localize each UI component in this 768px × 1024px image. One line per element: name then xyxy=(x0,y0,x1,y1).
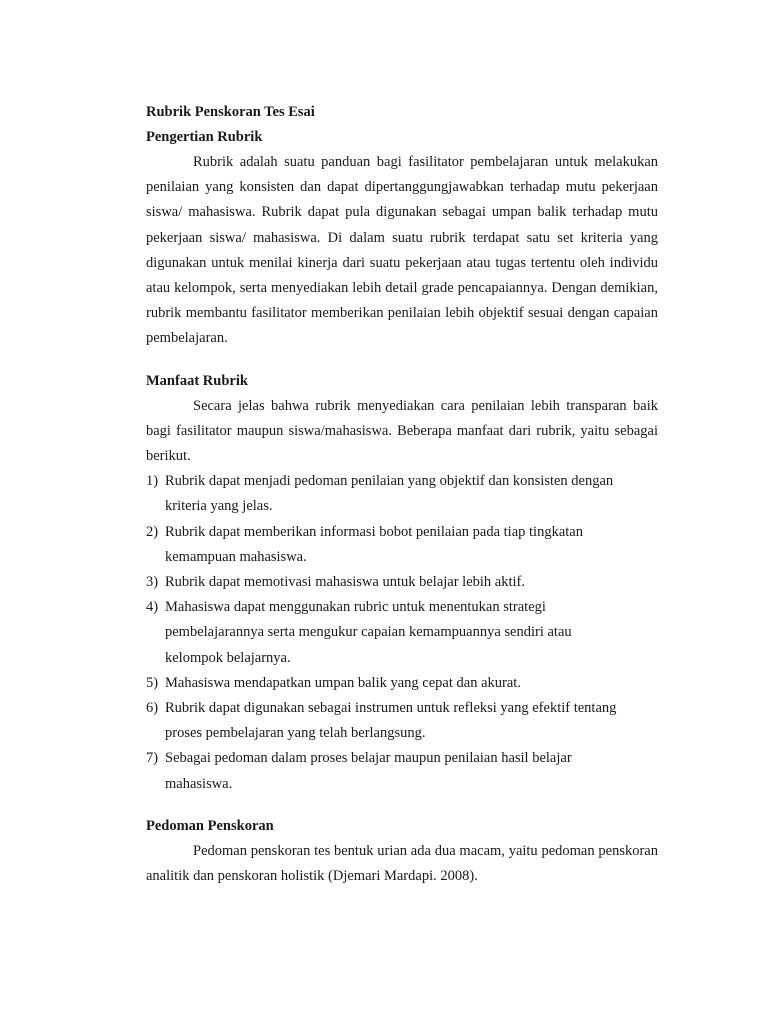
section-heading-pedoman: Pedoman Penskoran xyxy=(146,817,274,834)
list-item xyxy=(146,520,658,570)
list-item-number: 5) xyxy=(146,674,159,691)
list-item-text: Rubrik dapat memotivasi mahasiswa untuk belajar lebih aktif. xyxy=(165,574,525,591)
section-heading-manfaat: Manfaat Rubrik xyxy=(146,372,248,389)
list-item-text: Rubrik dapat memberikan informasi bobot penilaian pada tiap tingkatan xyxy=(165,523,583,540)
list-item xyxy=(146,570,658,595)
list-item-text: Sebagai pedoman dalam proses belajar maupun penilaian hasil belajar xyxy=(165,750,572,767)
list-item-number: 4) xyxy=(146,599,159,616)
list-item xyxy=(146,696,658,746)
list-item-continuation: mahasiswa. xyxy=(165,775,233,792)
list-item-text: Mahasiswa mendapatkan umpan balik yang cepat dan akurat. xyxy=(165,674,521,691)
list-item-continuation: pembelajarannya serta mengukur capaian kemampuannya sendiri atau xyxy=(165,624,572,641)
section-heading-pengertian: Pengertian Rubrik xyxy=(146,129,263,145)
list-item-number: 7) xyxy=(146,750,159,767)
list-item-continuation: proses pembelajaran yang telah berlangsung. xyxy=(165,725,426,742)
section-spacer xyxy=(146,797,658,814)
section-paragraph-manfaat: Secara jelas bahwa rubrik menyediakan cara penilaian lebih transparan baik bagi fasilitator maupun siswa/mahasiswa. Beberapa manfaat dari rubrik, yaitu sebagai berikut. xyxy=(146,397,658,465)
list-item-text: Rubrik dapat digunakan sebagai instrumen untuk refleksi yang efektif tentang xyxy=(165,700,617,717)
manfaat-list xyxy=(146,469,658,797)
list-item-number: 6) xyxy=(146,700,159,717)
list-item-number: 1) xyxy=(146,473,159,490)
list-item-continuation: kemampuan mahasiswa. xyxy=(165,548,307,565)
list-item-number: 3) xyxy=(146,574,159,591)
list-item xyxy=(146,595,658,671)
list-item-text: Mahasiswa dapat menggunakan rubric untuk menentukan strategi xyxy=(165,599,546,616)
document-title: Rubrik Penskoran Tes Esai xyxy=(146,104,315,120)
list-item-number: 2) xyxy=(146,523,159,540)
list-item xyxy=(146,671,658,696)
section-paragraph-pengertian: Rubrik adalah suatu panduan bagi fasilitator pembelajaran untuk melakukan penilaian yang konsisten dan dapat dipertanggungjawabkan terhadap mutu pekerjaan siswa/ mahasiswa. Rubrik dapat pula digunakan sebagai umpan balik terhadap mutu pekerjaan siswa/ mahasiswa. Di dalam suatu rubrik terdapat satu set kriteria yang digunakan untuk menilai kinerja dari suatu pekerjaan atau tugas tertentu oleh individu atau kelompok, serta menyediakan lebih detail grade pencapaiannya. Dengan demikian, rubrik membantu fasilitator memberikan penilaian lebih objektif sesuai dengan capaian pembelajaran. xyxy=(146,154,658,347)
list-item-continuation: kelompok belajarnya. xyxy=(165,649,291,666)
section-paragraph-pedoman: Pedoman penskoran tes bentuk urian ada dua macam, yaitu pedoman penskoran analitik dan penskoran holistik (Djemari Mardapi. 2008). xyxy=(146,842,658,885)
list-item-text: Rubrik dapat menjadi pedoman penilaian yang objektif dan konsisten dengan xyxy=(165,473,614,490)
section-spacer xyxy=(146,352,658,369)
list-item-continuation: kriteria yang jelas. xyxy=(165,498,273,515)
list-item xyxy=(146,469,658,519)
document-page xyxy=(146,100,658,889)
list-item xyxy=(146,746,658,796)
